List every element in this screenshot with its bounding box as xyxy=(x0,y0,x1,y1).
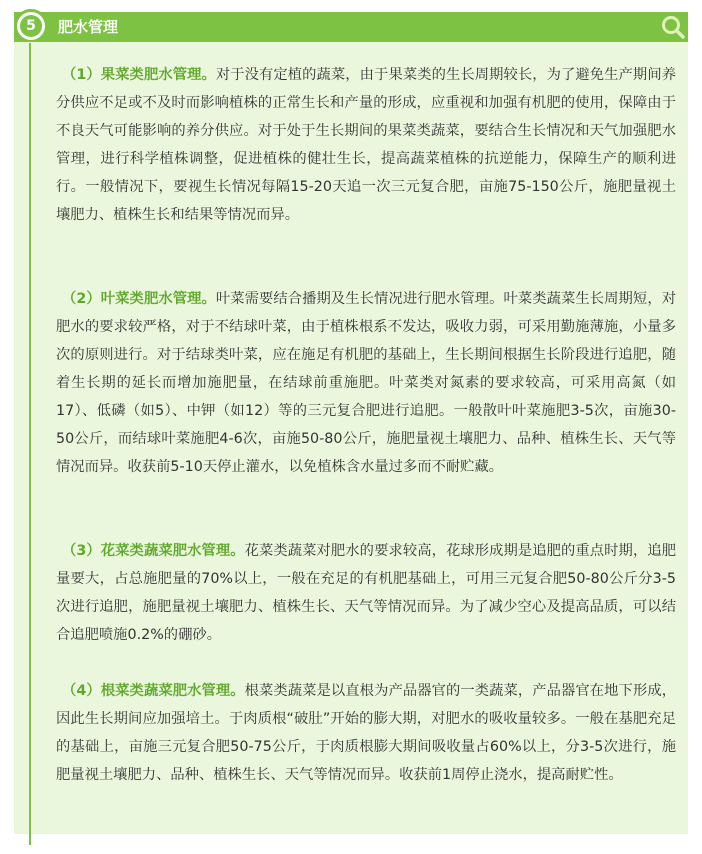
section-number-badge xyxy=(14,9,48,43)
section-title: 肥水管理 xyxy=(58,18,119,36)
paragraph-heading: （2）叶菜类肥水管理。 xyxy=(62,291,216,307)
search-icon[interactable] xyxy=(660,14,686,40)
timeline-line xyxy=(29,43,31,845)
paragraph-heading: （4）根菜类蔬菜肥水管理。 xyxy=(62,683,245,699)
paragraph-body: 叶菜需要结合播期及生长情况进行肥水管理。叶菜类蔬菜生长周期短，对肥水的要求较严格，对于不结球叶菜，由于植株根系不发达，吸收力弱，可采用勤施薄施，小量多次的原则进行。对于结球类叶菜，应在施足有机肥的基础上，生长期间根据生长阶段进行追肥，随着生长期的延长而增加施肥量，在结球前重施肥。叶菜类对氮素的要求较高，可采用高氮（如17）、低磷（如5）、中钾（如12）等的三元复合肥进行追肥。一般散叶叶菜施肥3-5次，亩施30-50公斤，而结球叶菜施肥4-6次，亩施50-80公斤，施肥量视土壤肥力、品种、植株生长、天气等情况而异。收获前5-10天停止灌水，以免植株含水量过多而不耐贮藏。 xyxy=(56,291,676,475)
section-number: 5 xyxy=(20,15,42,37)
paragraph-body: 根菜类蔬菜是以直根为产品器官的一类蔬菜，产品器官在地下形成，因此生长期间应加强培土。于肉质根“破肚”开始的膨大期，对肥水的吸收量较多。一般在基肥充足的基础上，亩施三元复合肥50-75公斤，于肉质根膨大期间吸收量占60%以上，分3-5次进行，施肥量视土壤肥力、品种、植株生长、天气等情况而异。收获前1周停止浇水，提高耐贮性。 xyxy=(56,683,676,783)
paragraph-root-vegetables xyxy=(56,677,676,789)
paragraph-body: 对于没有定植的蔬菜，由于果菜类的生长周期较长，为了避免生产期间养分供应不足或不及时而影响植株的正常生长和产量的形成，应重视和加强有机肥的使用，保障由于不良天气可能影响的养分供应。对于处于生长期间的果菜类蔬菜，要结合生长情况和天气加强肥水管理，进行科学植株调整，促进植株的健壮生长，提高蔬菜植株的抗逆能力，保障生产的顺利进行。一般情况下，要视生长情况每隔15-20天追一次三元复合肥，亩施75-150公斤，施肥量视土壤肥力、植株生长和结果等情况而异。 xyxy=(56,67,676,223)
paragraph-body: 花菜类蔬菜对肥水的要求较高，花球形成期是追肥的重点时期，追肥量要大，占总施肥量的70%以上，一般在充足的有机肥基础上，可用三元复合肥50-80公斤分3-5次进行追肥，施肥量视土壤肥力、植株生长、天气等情况而异。为了减少空心及提高品质，可以结合追肥喷施0.2%的硼砂。 xyxy=(56,543,676,643)
paragraph-heading: （1）果菜类肥水管理。 xyxy=(62,67,216,83)
paragraph-flower-vegetables xyxy=(56,537,676,649)
paragraph-heading: （3）花菜类蔬菜肥水管理。 xyxy=(62,543,245,559)
paragraph-fruit-vegetables xyxy=(56,61,676,229)
paragraph-leaf-vegetables xyxy=(56,285,676,481)
